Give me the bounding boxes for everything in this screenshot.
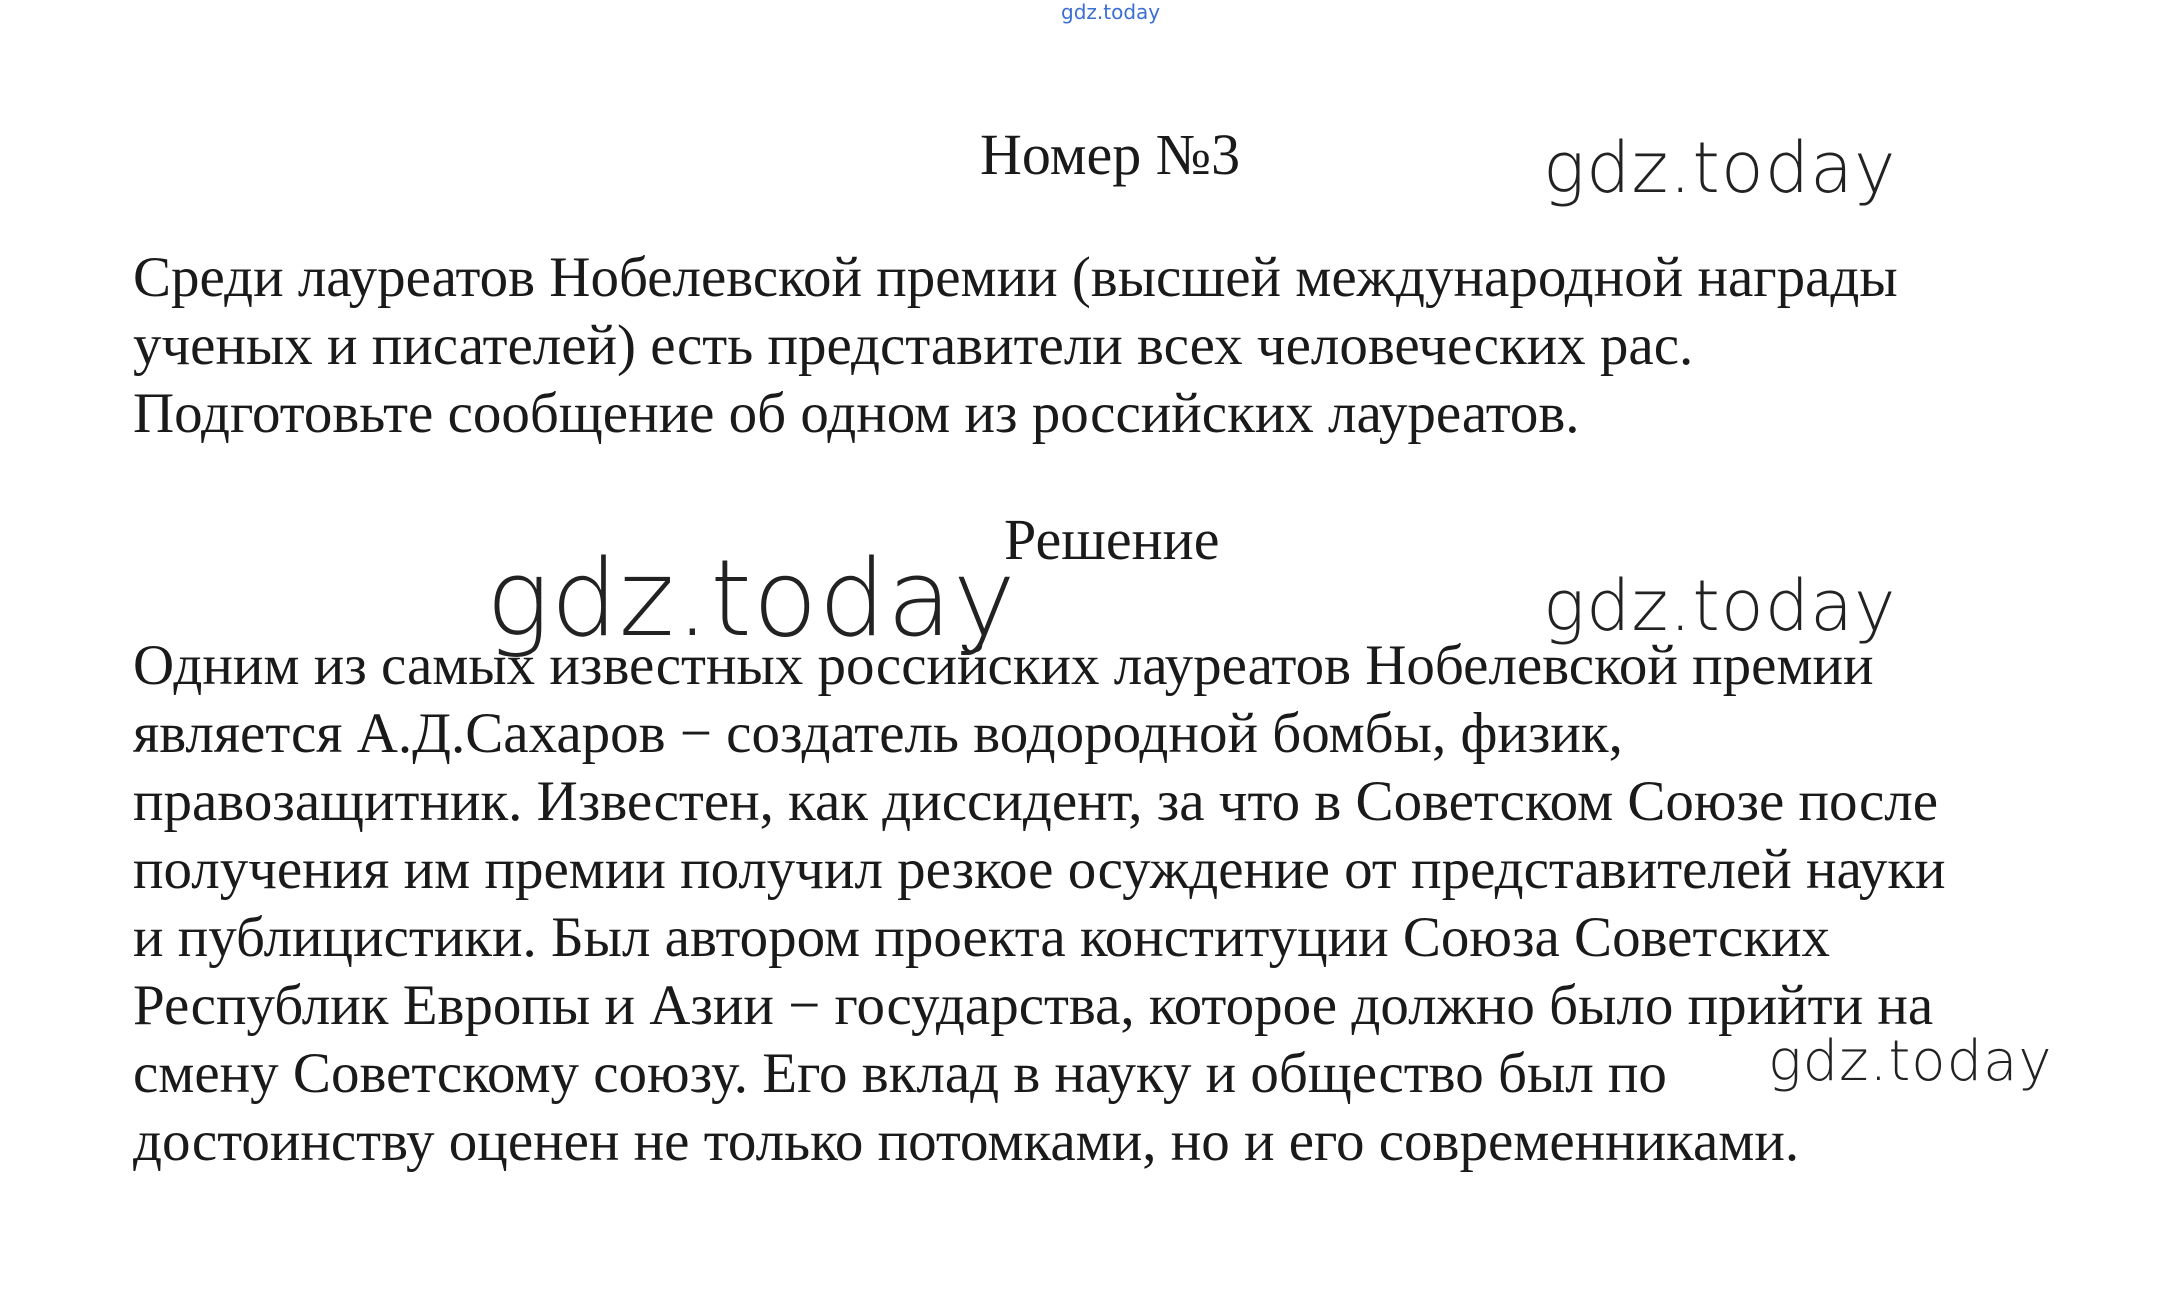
solution-line: является А.Д.Сахаров − создатель водородной бомбы, физик,: [133, 702, 1623, 765]
solution-line: получения им премии получил резкое осуждение от представителей науки: [133, 838, 1946, 901]
solution-text: [133, 632, 2133, 1176]
solution-title: Решение: [1004, 507, 1220, 572]
solution-line: и публицистики. Был автором проекта конституции Союза Советских: [133, 906, 1831, 969]
watermark-right-top: gdz.today: [1543, 127, 1897, 209]
task-line: ученых и писателей) есть представители всех человеческих рас.: [133, 314, 1694, 377]
solution-line: смену Советскому союзу. Его вклад в науку и общество был по: [133, 1042, 1667, 1105]
task-text: [133, 244, 2133, 448]
solution-line: правозащитник. Известен, как диссидент, за что в Советском Союзе после: [133, 770, 1939, 833]
watermark-center-large: gdz.today: [486, 537, 1017, 660]
solution-line: Республик Европы и Азии − государства, которое должно было прийти на: [133, 974, 1934, 1037]
task-line: Среди лауреатов Нобелевской премии (высшей международной награды: [133, 246, 1898, 309]
watermark-right-bottom: gdz.today: [1768, 1029, 2053, 1094]
task-line: Подготовьте сообщение об одном из российских лауреатов.: [133, 382, 1580, 445]
task-title: Номер №3: [980, 122, 1241, 187]
solution-line: достоинству оценен не только потомками, но и его современниками.: [133, 1110, 1800, 1173]
solution-line: Одним из самых известных российских лауреатов Нобелевской премии: [133, 634, 1874, 697]
watermark-top: gdz.today: [1061, 0, 1161, 24]
watermark-right-middle: gdz.today: [1543, 565, 1897, 647]
